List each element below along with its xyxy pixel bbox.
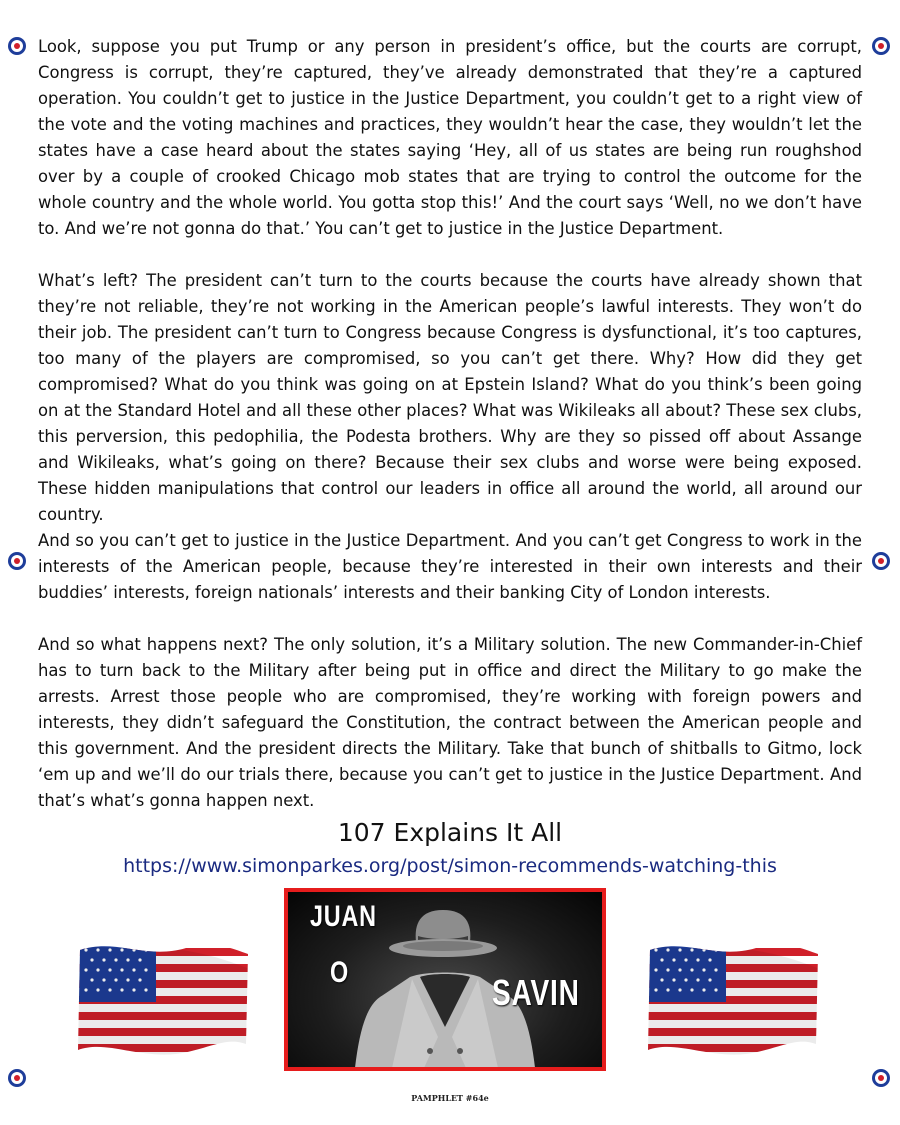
fedora-hat-icon (388, 902, 498, 962)
target-icon (872, 37, 890, 55)
paragraph-4: And so what happens next? The only solution, it’s a Military solution. The new Commander-in-Chief has to turn back to the Military after being put in office and direct the Military to go make the arrests. Arrest those people who are compromised, they’re working with foreign powers and interests, they didn’t safeguard the Constitution, the contract between the American people and this government. And the president directs the Military. Take that bunch of shitballs to Gitmo, lock ‘em up and we’ll do our trials there, because you can’t get to justice in the Justice Department. And that’s what’s gonna happen next. (38, 635, 862, 810)
poster-word-o: O (330, 956, 349, 989)
target-icon (8, 37, 26, 55)
poster-image (288, 892, 602, 1067)
pamphlet-number: PAMPHLET #64e (411, 1093, 489, 1103)
target-icon (8, 1069, 26, 1087)
paragraph-3: And so you can’t get to justice in the Justice Department. And you can’t get Congress to work in the interests of the American people, because they’re interested in their own interests and their buddies’ interests, foreign nationals’ interests and their banking City of London interests. (38, 531, 862, 602)
us-flag-icon (646, 940, 822, 1058)
paragraph-2: What’s left? The president can’t turn to the courts because the courts have already shown that they’re not reliable, they’re not working in the American people’s lawful interests. They won’t do their job. The president can’t turn to Congress because Congress is dysfunctional, it’s too captures, too many of the players are compromised, so you can’t get there. Why? How did they get compromised? What do you think was going on at Epstein Island? What do you think’s been going on at the Standard Hotel and all these other places? What was Wikileaks all about? These sex clubs, this perversion, this pedophilia, the Podesta brothers. Why are they so pissed off about Assange and Wikileaks, what’s going on there? Because their sex clubs and worse were being exposed. These hidden manipulations that control our leaders in office all around the world, all around our country. (38, 271, 862, 524)
poster-word-juan: JUAN (310, 900, 377, 933)
us-flag-icon (76, 940, 252, 1058)
headline: 107 Explains It All (337, 818, 563, 847)
target-icon (872, 1069, 890, 1087)
source-link[interactable]: https://www.simonparkes.org/post/simon-recommends-watching-this (123, 855, 777, 877)
juan-o-savin-poster (284, 888, 606, 1071)
target-icon (8, 552, 26, 570)
target-icon (872, 552, 890, 570)
paragraph-1: Look, suppose you put Trump or any person in president’s office, but the courts are corrupt, Congress is corrupt, they’re captured, they’ve already demonstrated that they’re a captured operation. You couldn’t get to justice in the Justice Department, you couldn’t get to a right view of the vote and the voting machines and practices, they wouldn’t hear the case, they wouldn’t let the states have a case heard about the states saying ‘Hey, all of us states are being run roughshod over by a couple of crooked Chicago mob states that are trying to control the outcome for the whole country and the whole world. You gotta stop this!’ And the court says ‘Well, no we don’t have to. And we’re not gonna do that.’ You can’t get to justice in the Justice Department. (38, 37, 862, 238)
poster-word-savin: SAVIN (492, 972, 580, 1013)
